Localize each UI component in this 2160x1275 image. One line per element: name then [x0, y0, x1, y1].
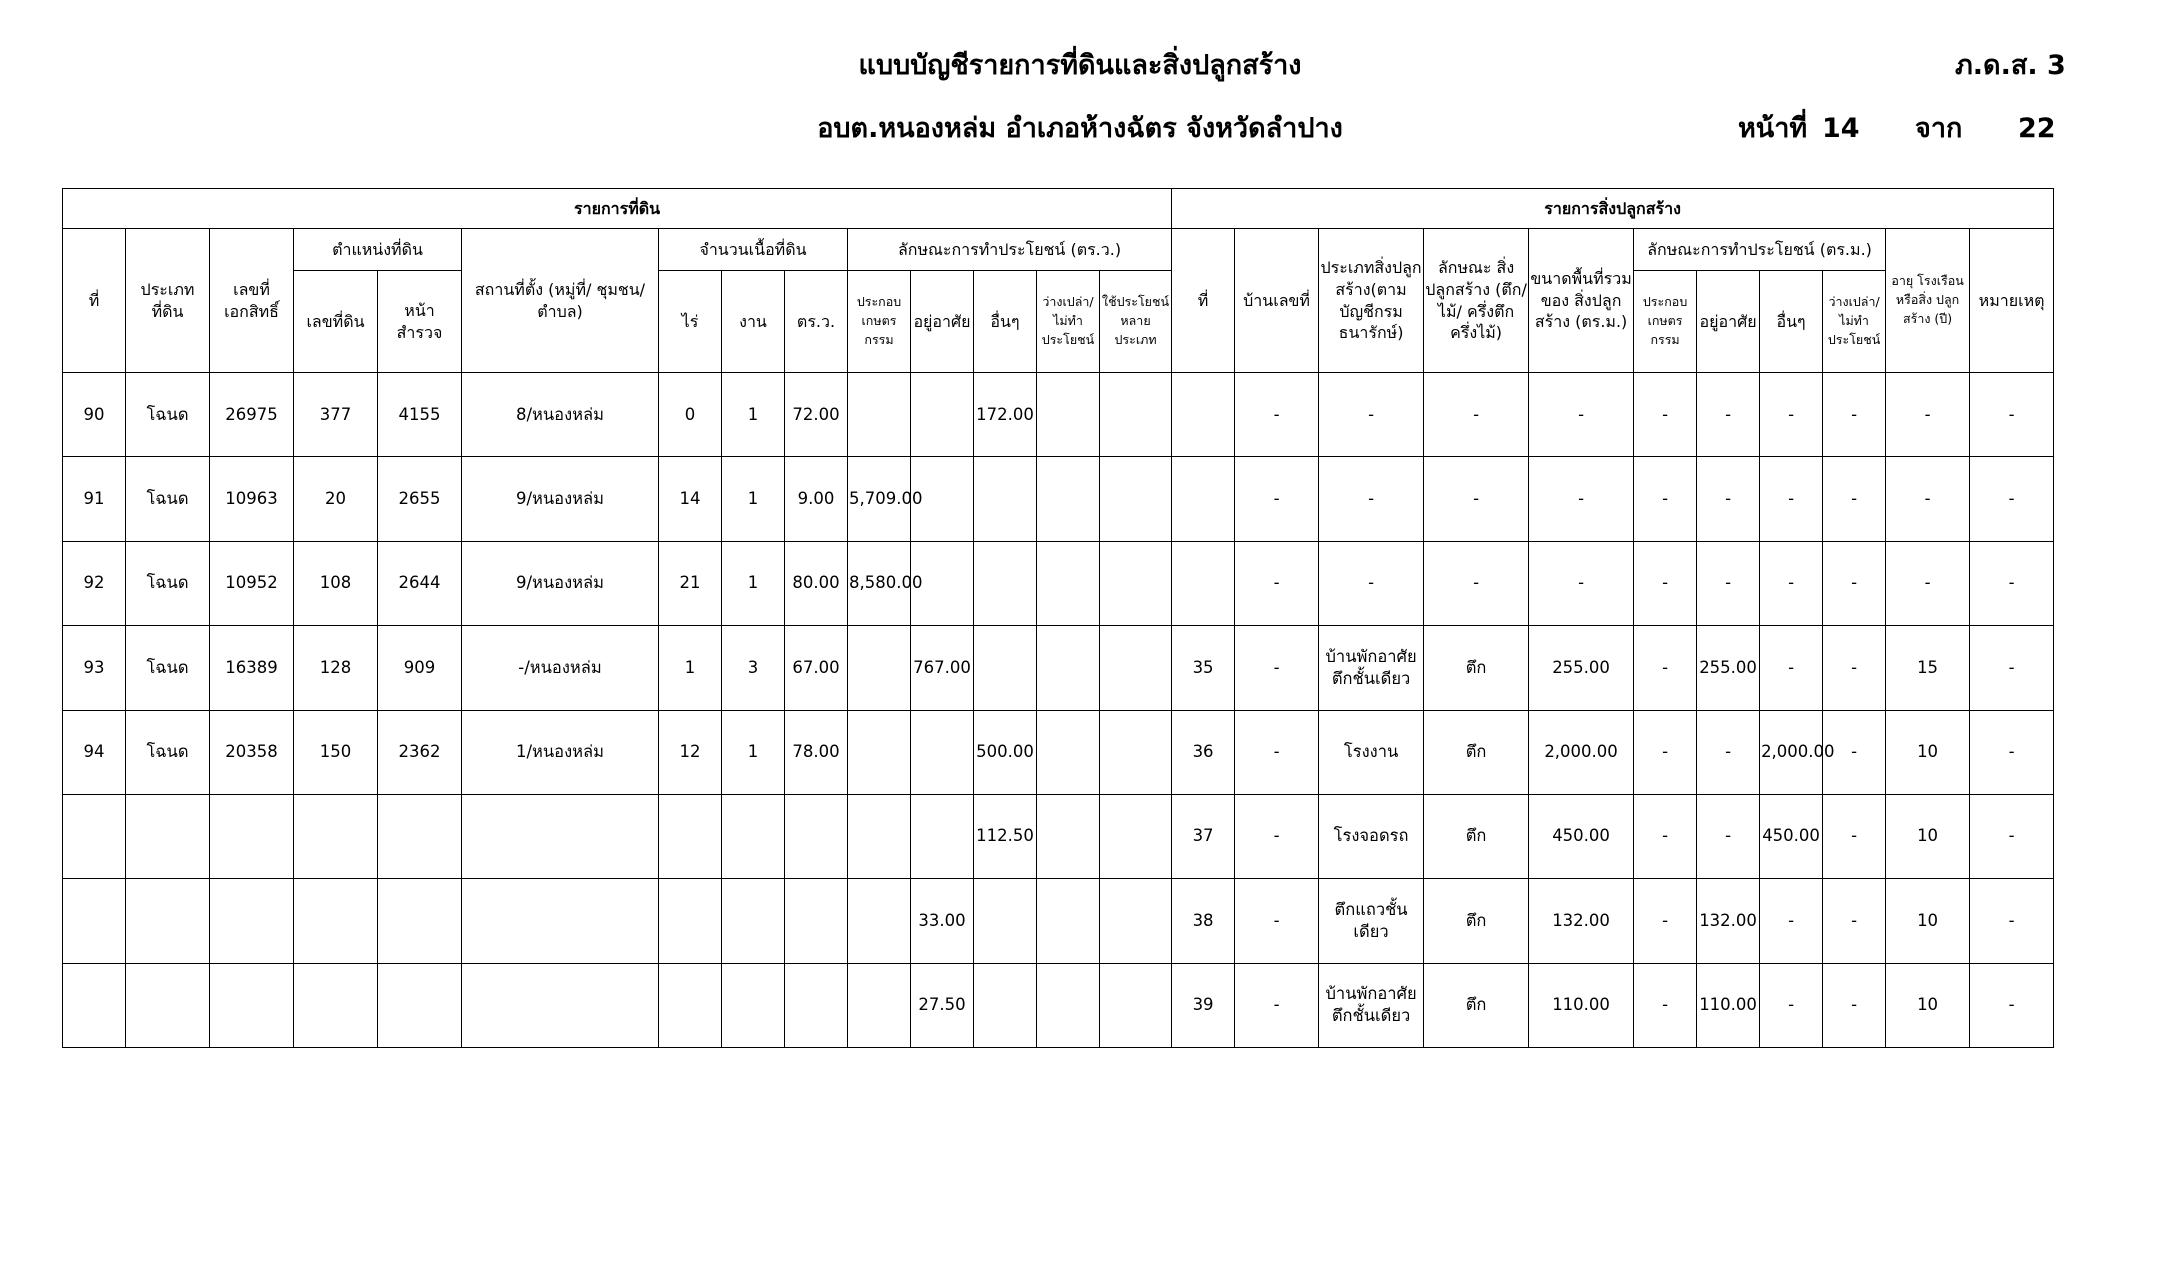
- cell-other: [974, 457, 1037, 541]
- cell-mixed: [1100, 373, 1172, 457]
- cell-other: [974, 963, 1037, 1047]
- cell-loc: 9/หนองหล่ม: [462, 541, 659, 625]
- col-building-use-res: อยู่อาศัย: [1697, 271, 1760, 373]
- building-group-header: รายการสิ่งปลูกสร้าง: [1172, 189, 2054, 229]
- cell-bagri: -: [1634, 794, 1697, 878]
- cell-age: 15: [1886, 626, 1970, 710]
- cell-vacant: [1037, 794, 1100, 878]
- cell-agri: [848, 626, 911, 710]
- cell-bagri: -: [1634, 963, 1697, 1047]
- cell-rai: [659, 794, 722, 878]
- cell-parcel: 150: [294, 710, 378, 794]
- table-row: [63, 794, 2054, 878]
- cell-house: -: [1235, 541, 1319, 625]
- cell-bother: 2,000.00: [1760, 710, 1823, 794]
- cell-type: โฉนด: [126, 541, 210, 625]
- cell-survey: 2655: [378, 457, 462, 541]
- cell-agri: [848, 963, 911, 1047]
- cell-bother: -: [1760, 373, 1823, 457]
- cell-rai: 21: [659, 541, 722, 625]
- col-building-use-other: อื่นๆ: [1760, 271, 1823, 373]
- col-parcel-no: เลขที่ดิน: [294, 271, 378, 373]
- cell-bagri: -: [1634, 457, 1697, 541]
- form-code: ภ.ด.ส. 3: [1955, 50, 2066, 81]
- cell-loc: 8/หนองหล่ม: [462, 373, 659, 457]
- cell-type: [126, 963, 210, 1047]
- cell-agri: [848, 710, 911, 794]
- cell-vacant: [1037, 457, 1100, 541]
- cell-ngan: [722, 879, 785, 963]
- cell-survey: [378, 879, 462, 963]
- cell-deed: 10963: [210, 457, 294, 541]
- table-row: [63, 373, 2054, 457]
- page-label: หน้าที่: [1738, 113, 1808, 144]
- cell-deed: [210, 794, 294, 878]
- cell-bvacant: -: [1823, 626, 1886, 710]
- cell-vacant: [1037, 626, 1100, 710]
- cell-bchar: ตึก: [1424, 794, 1529, 878]
- col-survey-page: หน้า สำรวจ: [378, 271, 462, 373]
- cell-loc: 1/หนองหล่ม: [462, 710, 659, 794]
- cell-deed: [210, 879, 294, 963]
- cell-bchar: -: [1424, 373, 1529, 457]
- cell-wa: 9.00: [785, 457, 848, 541]
- cell-deed: [210, 963, 294, 1047]
- page-title: แบบบัญชีรายการที่ดินและสิ่งปลูกสร้าง: [858, 50, 1302, 81]
- cell-bno: [1172, 541, 1235, 625]
- cell-other: [974, 879, 1037, 963]
- cell-remark: -: [1970, 373, 2054, 457]
- cell-survey: [378, 963, 462, 1047]
- cell-res: 27.50: [911, 963, 974, 1047]
- cell-btype: บ้านพักอาศัยตึกชั้นเดียว: [1319, 626, 1424, 710]
- table-row: [63, 541, 2054, 625]
- col-land-use-vacant: ว่างเปล่า/ ไม่ทำ ประโยชน์: [1037, 271, 1100, 373]
- cell-bno: [1172, 457, 1235, 541]
- cell-btype: -: [1319, 541, 1424, 625]
- cell-other: 500.00: [974, 710, 1037, 794]
- col-land-no: ที่: [63, 229, 126, 373]
- cell-wa: 78.00: [785, 710, 848, 794]
- cell-mixed: [1100, 710, 1172, 794]
- col-building-character: ลักษณะ สิ่งปลูกสร้าง (ตึก/ไม้/ ครึ่งตึกครึ่งไม้): [1424, 229, 1529, 373]
- col-building-total-area: ขนาดพื้นที่รวม ของ สิ่งปลูกสร้าง (ตร.ม.): [1529, 229, 1634, 373]
- col-deed-no: เลขที่ เอกสิทธิ์: [210, 229, 294, 373]
- cell-ngan: 1: [722, 710, 785, 794]
- cell-barea: -: [1529, 373, 1634, 457]
- cell-remark: -: [1970, 963, 2054, 1047]
- cell-bvacant: -: [1823, 541, 1886, 625]
- cell-house: -: [1235, 879, 1319, 963]
- cell-wa: [785, 879, 848, 963]
- page-subtitle: อบต.หนองหล่ม อำเภอห้างฉัตร จังหวัดลำปาง: [817, 113, 1343, 144]
- cell-rai: 0: [659, 373, 722, 457]
- cell-res: 767.00: [911, 626, 974, 710]
- cell-res: 33.00: [911, 879, 974, 963]
- cell-bother: -: [1760, 457, 1823, 541]
- cell-remark: -: [1970, 626, 2054, 710]
- cell-bres: -: [1697, 457, 1760, 541]
- cell-house: -: [1235, 794, 1319, 878]
- cell-remark: -: [1970, 710, 2054, 794]
- col-area-group: จำนวนเนื้อที่ดิน: [659, 229, 848, 271]
- cell-loc: 9/หนองหล่ม: [462, 457, 659, 541]
- cell-bchar: ตึก: [1424, 710, 1529, 794]
- cell-btype: โรงงาน: [1319, 710, 1424, 794]
- cell-age: -: [1886, 373, 1970, 457]
- cell-bno: 36: [1172, 710, 1235, 794]
- cell-vacant: [1037, 879, 1100, 963]
- cell-bagri: -: [1634, 541, 1697, 625]
- cell-loc: [462, 794, 659, 878]
- cell-bvacant: -: [1823, 373, 1886, 457]
- cell-remark: -: [1970, 879, 2054, 963]
- col-building-no: ที่: [1172, 229, 1235, 373]
- cell-parcel: [294, 963, 378, 1047]
- cell-bchar: ตึก: [1424, 626, 1529, 710]
- col-position-group: ตำแหน่งที่ดิน: [294, 229, 462, 271]
- page-number: 14: [1822, 113, 1860, 144]
- cell-no: 93: [63, 626, 126, 710]
- cell-agri: 8,580.00: [848, 541, 911, 625]
- cell-no: [63, 879, 126, 963]
- cell-age: 10: [1886, 963, 1970, 1047]
- col-ngan: งาน: [722, 271, 785, 373]
- cell-survey: 2644: [378, 541, 462, 625]
- cell-barea: 2,000.00: [1529, 710, 1634, 794]
- cell-wa: 80.00: [785, 541, 848, 625]
- cell-survey: 909: [378, 626, 462, 710]
- cell-deed: 16389: [210, 626, 294, 710]
- table-row: [63, 457, 2054, 541]
- cell-house: -: [1235, 373, 1319, 457]
- cell-wa: [785, 794, 848, 878]
- cell-house: -: [1235, 710, 1319, 794]
- cell-btype: -: [1319, 457, 1424, 541]
- cell-other: 172.00: [974, 373, 1037, 457]
- cell-parcel: [294, 794, 378, 878]
- cell-type: โฉนด: [126, 457, 210, 541]
- cell-bres: -: [1697, 710, 1760, 794]
- cell-bno: 35: [1172, 626, 1235, 710]
- cell-btype: ตึกแถวชั้นเดียว: [1319, 879, 1424, 963]
- cell-vacant: [1037, 963, 1100, 1047]
- cell-house: -: [1235, 457, 1319, 541]
- total-pages: 22: [2018, 113, 2056, 144]
- cell-survey: 2362: [378, 710, 462, 794]
- cell-bother: 450.00: [1760, 794, 1823, 878]
- cell-deed: 10952: [210, 541, 294, 625]
- cell-other: [974, 541, 1037, 625]
- cell-agri: [848, 794, 911, 878]
- cell-bagri: -: [1634, 879, 1697, 963]
- col-location: สถานที่ตั้ง (หมู่ที่/ ชุมชน/ ตำบล): [462, 229, 659, 373]
- cell-age: 10: [1886, 879, 1970, 963]
- cell-bagri: -: [1634, 710, 1697, 794]
- cell-bagri: -: [1634, 373, 1697, 457]
- cell-barea: 255.00: [1529, 626, 1634, 710]
- col-building-age: อายุ โรงเรือน หรือสิ่ง ปลูกสร้าง (ปี): [1886, 229, 1970, 373]
- cell-bother: -: [1760, 963, 1823, 1047]
- cell-bchar: -: [1424, 457, 1529, 541]
- cell-other: 112.50: [974, 794, 1037, 878]
- cell-rai: 1: [659, 626, 722, 710]
- cell-bno: 39: [1172, 963, 1235, 1047]
- col-wa: ตร.ว.: [785, 271, 848, 373]
- cell-bres: -: [1697, 794, 1760, 878]
- cell-wa: [785, 963, 848, 1047]
- col-building-type: ประเภทสิ่งปลูกสร้าง(ตามบัญชีกรมธนารักษ์): [1319, 229, 1424, 373]
- cell-remark: -: [1970, 457, 2054, 541]
- cell-barea: 132.00: [1529, 879, 1634, 963]
- cell-bres: -: [1697, 541, 1760, 625]
- cell-deed: 26975: [210, 373, 294, 457]
- col-house-no: บ้านเลขที่: [1235, 229, 1319, 373]
- cell-age: 10: [1886, 710, 1970, 794]
- cell-rai: 12: [659, 710, 722, 794]
- cell-agri: [848, 879, 911, 963]
- cell-ngan: 3: [722, 626, 785, 710]
- of-label: จาก: [1915, 113, 1963, 144]
- cell-res: [911, 710, 974, 794]
- cell-house: -: [1235, 626, 1319, 710]
- cell-agri: 5,709.00: [848, 457, 911, 541]
- cell-no: 92: [63, 541, 126, 625]
- cell-no: [63, 963, 126, 1047]
- cell-agri: [848, 373, 911, 457]
- cell-btype: -: [1319, 373, 1424, 457]
- cell-parcel: 108: [294, 541, 378, 625]
- cell-mixed: [1100, 541, 1172, 625]
- land-group-header: รายการที่ดิน: [63, 189, 1172, 229]
- cell-age: 10: [1886, 794, 1970, 878]
- col-remark: หมายเหตุ: [1970, 229, 2054, 373]
- cell-bno: 38: [1172, 879, 1235, 963]
- cell-survey: [378, 794, 462, 878]
- col-land-type: ประเภท ที่ดิน: [126, 229, 210, 373]
- cell-loc: -/หนองหล่ม: [462, 626, 659, 710]
- cell-wa: 72.00: [785, 373, 848, 457]
- cell-mixed: [1100, 626, 1172, 710]
- cell-bvacant: -: [1823, 457, 1886, 541]
- col-building-use-agri: ประกอบ เกษตร กรรม: [1634, 271, 1697, 373]
- cell-ngan: 1: [722, 373, 785, 457]
- col-land-use-other: อื่นๆ: [974, 271, 1037, 373]
- cell-mixed: [1100, 794, 1172, 878]
- table-row: [63, 963, 2054, 1047]
- cell-btype: บ้านพักอาศัยตึกชั้นเดียว: [1319, 963, 1424, 1047]
- cell-type: โฉนด: [126, 626, 210, 710]
- cell-remark: -: [1970, 541, 2054, 625]
- cell-type: [126, 879, 210, 963]
- cell-vacant: [1037, 373, 1100, 457]
- land-building-register-table: [62, 188, 2054, 1048]
- cell-deed: 20358: [210, 710, 294, 794]
- cell-bres: -: [1697, 373, 1760, 457]
- cell-mixed: [1100, 963, 1172, 1047]
- col-land-usage-group: ลักษณะการทำประโยชน์ (ตร.ว.): [848, 229, 1172, 271]
- cell-bno: 37: [1172, 794, 1235, 878]
- cell-parcel: [294, 879, 378, 963]
- cell-res: [911, 794, 974, 878]
- cell-parcel: 20: [294, 457, 378, 541]
- cell-loc: [462, 963, 659, 1047]
- cell-bother: -: [1760, 626, 1823, 710]
- cell-barea: -: [1529, 541, 1634, 625]
- cell-loc: [462, 879, 659, 963]
- table-row: [63, 879, 2054, 963]
- cell-survey: 4155: [378, 373, 462, 457]
- cell-other: [974, 626, 1037, 710]
- cell-res: [911, 373, 974, 457]
- cell-bvacant: -: [1823, 879, 1886, 963]
- cell-age: -: [1886, 457, 1970, 541]
- cell-bchar: ตึก: [1424, 963, 1529, 1047]
- cell-ngan: 1: [722, 541, 785, 625]
- cell-type: โฉนด: [126, 373, 210, 457]
- col-rai: ไร่: [659, 271, 722, 373]
- cell-bchar: ตึก: [1424, 879, 1529, 963]
- cell-rai: [659, 879, 722, 963]
- cell-barea: -: [1529, 457, 1634, 541]
- cell-rai: 14: [659, 457, 722, 541]
- cell-mixed: [1100, 879, 1172, 963]
- cell-bres: 132.00: [1697, 879, 1760, 963]
- cell-no: 94: [63, 710, 126, 794]
- cell-bres: 110.00: [1697, 963, 1760, 1047]
- cell-barea: 110.00: [1529, 963, 1634, 1047]
- col-land-use-res: อยู่อาศัย: [911, 271, 974, 373]
- cell-bvacant: -: [1823, 794, 1886, 878]
- cell-bother: -: [1760, 879, 1823, 963]
- cell-barea: 450.00: [1529, 794, 1634, 878]
- cell-wa: 67.00: [785, 626, 848, 710]
- cell-age: -: [1886, 541, 1970, 625]
- cell-ngan: [722, 963, 785, 1047]
- col-building-usage-group: ลักษณะการทำประโยชน์ (ตร.ม.): [1634, 229, 1886, 271]
- cell-bvacant: -: [1823, 710, 1886, 794]
- table-body: [63, 373, 2054, 1048]
- cell-bres: 255.00: [1697, 626, 1760, 710]
- cell-vacant: [1037, 541, 1100, 625]
- table-row: [63, 626, 2054, 710]
- cell-no: 91: [63, 457, 126, 541]
- cell-bagri: -: [1634, 626, 1697, 710]
- cell-bno: [1172, 373, 1235, 457]
- col-land-use-agri: ประกอบ เกษตร กรรม: [848, 271, 911, 373]
- cell-no: 90: [63, 373, 126, 457]
- cell-ngan: 1: [722, 457, 785, 541]
- cell-type: โฉนด: [126, 710, 210, 794]
- cell-no: [63, 794, 126, 878]
- cell-type: [126, 794, 210, 878]
- cell-btype: โรงจอดรถ: [1319, 794, 1424, 878]
- cell-remark: -: [1970, 794, 2054, 878]
- cell-bchar: -: [1424, 541, 1529, 625]
- col-land-use-mixed: ใช้ประโยชน์ หลาย ประเภท: [1100, 271, 1172, 373]
- cell-parcel: 377: [294, 373, 378, 457]
- cell-house: -: [1235, 963, 1319, 1047]
- cell-mixed: [1100, 457, 1172, 541]
- cell-bother: -: [1760, 541, 1823, 625]
- cell-parcel: 128: [294, 626, 378, 710]
- cell-bvacant: -: [1823, 963, 1886, 1047]
- table-row: [63, 710, 2054, 794]
- cell-ngan: [722, 794, 785, 878]
- col-building-use-vacant: ว่างเปล่า/ ไม่ทำ ประโยชน์: [1823, 271, 1886, 373]
- cell-vacant: [1037, 710, 1100, 794]
- cell-rai: [659, 963, 722, 1047]
